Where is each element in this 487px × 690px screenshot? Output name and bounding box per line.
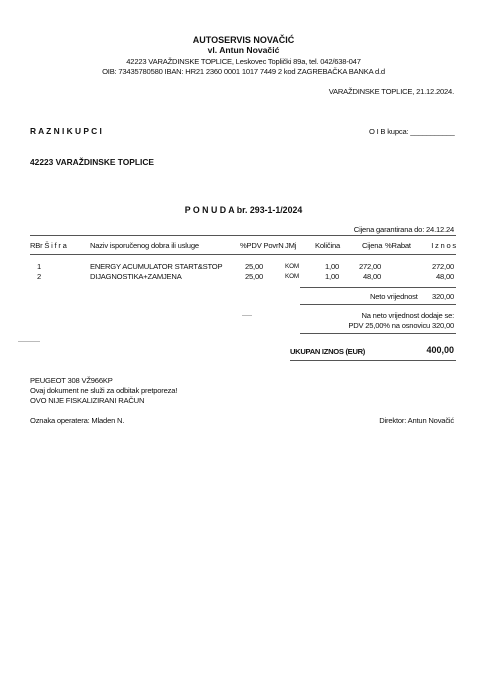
header-bottom-rule	[30, 254, 456, 255]
customer-city: 42223 VARAŽDINSKE TOPLICE	[30, 157, 154, 167]
row-2-iznos: 48,00	[435, 272, 454, 281]
row-1-cijena: 272,00	[358, 262, 381, 271]
total-top-rule	[300, 333, 456, 334]
row-2-rbr: 2	[37, 272, 42, 281]
net-bottom-rule	[300, 304, 456, 305]
vat-note-2: PDV 25,00% na osnovicu 320,00	[348, 321, 454, 330]
header-rbr-sifra: RBr Š i f r a	[30, 241, 67, 250]
net-rule	[300, 287, 456, 288]
note-line-2: Ovaj dokument ne služi za odbitak pretporeza!	[30, 386, 178, 395]
mark-dash	[242, 315, 252, 316]
row-1-iznos: 272,00	[431, 262, 454, 271]
header-pdv: %PDV PovrN	[240, 241, 284, 250]
company-name: AUTOSERVIS NOVAČIĆ	[192, 35, 295, 45]
row-2-jmj: KOM	[285, 273, 299, 280]
vat-note-1: Na neto vrijednost dodaje se:	[361, 311, 454, 320]
header-jmj: JMj	[285, 241, 297, 250]
director: Direktor: Antun Novačić	[379, 416, 454, 425]
company-owner: vl. Antun Novačić	[207, 45, 280, 55]
row-2-naziv: DIJAGNOSTIKA+ZAMJENA	[90, 272, 182, 281]
row-1-naziv: ENERGY ACUMULATOR START&STOP	[90, 262, 223, 271]
row-1-jmj: KOM	[285, 263, 299, 270]
offer-valid-until: Cijena garantirana do: 24.12.24	[353, 225, 454, 234]
net-label: Neto vrijednost	[370, 292, 418, 301]
row-1-pdv: 25,00	[245, 262, 264, 271]
place-date: VARAŽDINSKE TOPLICE, 21.12.2024.	[328, 87, 454, 96]
net-value: 320,00	[431, 292, 454, 301]
company-address: 42223 VARAŽDINSKE TOPLICE, Leskovec Toplički 89a, tel. 042/638-047	[126, 57, 361, 66]
operator: Oznaka operatera: Mladen N.	[30, 416, 125, 425]
customer-name: R A Z N I K U P C I	[30, 126, 102, 136]
row-2-cijena: 48,00	[362, 272, 381, 281]
header-naziv: Naziv isporučenog dobra ili usluge	[90, 241, 199, 250]
company-ids: OIB: 73435780580 IBAN: HR21 2360 0001 1017 7449 2 kod ZAGREBAČKA BANKA d.d	[102, 67, 385, 76]
header-rabat: %Rabat	[385, 241, 411, 250]
total-label: UKUPAN IZNOS (EUR)	[290, 347, 366, 356]
header-kolicina: Količina	[315, 241, 340, 250]
note-line-3: OVO NIJE FISKALIZIRANI RAČUN	[30, 396, 145, 405]
left-dash	[18, 341, 40, 342]
row-2-pdv: 25,00	[245, 272, 264, 281]
total-bottom-rule	[290, 360, 456, 361]
customer-oib: O I B kupca: ___________	[369, 127, 455, 136]
total-value: 400,00	[426, 345, 454, 355]
table-top-rule	[30, 235, 456, 236]
header-cijena: Cijena	[362, 241, 383, 250]
offer-title: P O N U D A br. 293-1-1/2024	[184, 205, 303, 215]
row-2-kolicina: 1,00	[325, 272, 339, 281]
header-iznos: I z n o s	[431, 241, 456, 250]
row-1-kolicina: 1,00	[325, 262, 339, 271]
note-vehicle: PEUGEOT 308 VŽ966KP	[30, 376, 113, 385]
row-1-rbr: 1	[37, 262, 42, 271]
